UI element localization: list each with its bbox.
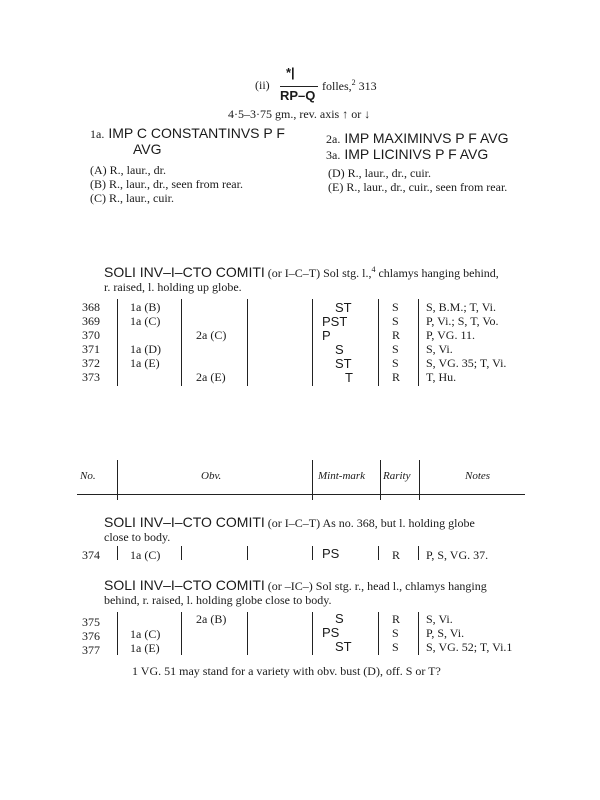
mintmark-top: *| xyxy=(286,65,295,80)
row-mint: S xyxy=(335,342,344,357)
header-mint: Mint-mark xyxy=(318,470,366,482)
footnote: 1 VG. 51 may stand for a variety with obv. bust (D), off. S or T? xyxy=(132,664,441,678)
row-obv: 1a (E) xyxy=(130,356,160,370)
row-notes: P, S, VG. 37. xyxy=(426,548,489,562)
heading-prefix: (ii) xyxy=(255,78,270,92)
row-mint: PST xyxy=(322,314,348,329)
obverse-num: 2a. xyxy=(326,132,341,146)
legend-variant: (or –IC–) xyxy=(267,579,313,593)
row-obv: 1a (C) xyxy=(130,627,161,641)
row-notes: S, Vi. xyxy=(426,612,453,626)
col-rule xyxy=(181,546,182,560)
reverse-legend: SOLI INV–I–CTO COMITI xyxy=(104,577,265,593)
legend-variant: (or I–C–T) xyxy=(267,516,321,530)
note-ref: 4 xyxy=(371,265,376,274)
row-obv: 1a (C) xyxy=(130,314,161,328)
reverse-type-3-line2: behind, r. raised, l. holding globe close to body. xyxy=(104,593,332,607)
row-notes: P, Vi.; S, T, Vo. xyxy=(426,314,499,328)
reverse-type-3 xyxy=(104,577,487,594)
denom-label: folles, xyxy=(322,79,352,93)
row-obv: 1a (C) xyxy=(130,548,161,562)
row-mint: T xyxy=(345,370,353,385)
obverse-3 xyxy=(326,146,488,164)
bust-a: (A) R., laur., dr. xyxy=(90,163,166,177)
row-notes: T, Hu. xyxy=(426,370,457,384)
row-mint: PS xyxy=(322,546,340,561)
row-no: 370 xyxy=(82,328,100,342)
col-rule xyxy=(247,612,248,655)
row-no: 377 xyxy=(82,643,100,657)
row-rarity: R xyxy=(392,612,401,626)
header-rule-bottom xyxy=(77,494,525,495)
row-no: 374 xyxy=(82,548,100,562)
bust-c: (C) R., laur., cuir. xyxy=(90,191,174,205)
type-desc-2: chlamys hanging behind, xyxy=(375,266,499,280)
col-rule xyxy=(247,546,248,560)
row-obv: 1a (E) xyxy=(130,641,160,655)
row-notes: S, Vi. xyxy=(426,342,453,356)
row-rarity: R xyxy=(392,370,401,384)
obverse-legend: IMP C CONSTANTINVS P F xyxy=(108,125,285,141)
header-notes: Notes xyxy=(465,470,491,482)
bust-e: (E) R., laur., dr., cuir., seen from rear. xyxy=(328,180,508,194)
type-desc: Sol stg. r., head l., chlamys hanging xyxy=(312,579,487,593)
denomination xyxy=(322,78,377,94)
row-no: 368 xyxy=(82,300,100,314)
col-rule xyxy=(181,299,182,386)
obverse-num: 1a. xyxy=(90,127,105,141)
bust-d: (D) R., laur., dr., cuir. xyxy=(328,166,431,180)
obverse-num: 3a. xyxy=(326,148,341,162)
col-rule xyxy=(378,612,379,655)
reverse-type-2 xyxy=(104,514,475,531)
row-mint: ST xyxy=(335,639,352,654)
type-desc: Sol stg. l., xyxy=(320,266,372,280)
col-rule xyxy=(418,612,419,655)
row-notes: P, S, Vi. xyxy=(426,626,465,640)
row-rarity: S xyxy=(392,356,399,370)
col-rule xyxy=(312,299,313,386)
bust-b: (B) R., laur., dr., seen from rear. xyxy=(90,177,243,191)
col-rule xyxy=(181,612,182,655)
row-obv: 2a (E) xyxy=(196,370,226,384)
row-mint: PS xyxy=(322,625,340,640)
row-obv: 2a (B) xyxy=(196,612,227,626)
header-rule xyxy=(117,460,118,500)
row-rarity: S xyxy=(392,314,399,328)
col-rule xyxy=(117,612,118,655)
reverse-type-1 xyxy=(104,264,499,281)
row-notes: S, VG. 35; T, Vi. xyxy=(426,356,507,370)
row-mint: P xyxy=(322,328,331,343)
col-rule xyxy=(117,299,118,386)
denom-year: 313 xyxy=(358,79,377,93)
row-obv: 2a (C) xyxy=(196,328,227,342)
row-no: 375 xyxy=(82,615,100,629)
row-notes: S, B.M.; T, Vi. xyxy=(426,300,496,314)
col-rule xyxy=(312,546,313,560)
col-rule xyxy=(117,546,118,560)
row-mint: S xyxy=(335,611,344,626)
reverse-type-1-line2: r. raised, l. holding up globe. xyxy=(104,280,242,294)
row-no: 373 xyxy=(82,370,100,384)
header-rule xyxy=(419,460,420,500)
col-rule xyxy=(418,299,419,386)
row-rarity: S xyxy=(392,300,399,314)
row-no: 372 xyxy=(82,356,100,370)
row-rarity: S xyxy=(392,640,399,654)
reverse-type-2-line2: close to body. xyxy=(104,530,171,544)
row-obv: 1a (D) xyxy=(130,342,161,356)
header-obv: Obv. xyxy=(201,470,222,482)
row-rarity: S xyxy=(392,626,399,640)
obverse-legend: IMP MAXIMINVS P F AVG xyxy=(344,130,509,146)
denom-note: 2 xyxy=(351,78,356,87)
row-mint: ST xyxy=(335,356,352,371)
row-no: 369 xyxy=(82,314,100,328)
header-rarity: Rarity xyxy=(383,470,411,482)
obverse-1-cont: AVG xyxy=(133,141,162,157)
reverse-legend: SOLI INV–I–CTO COMITI xyxy=(104,264,265,280)
col-rule xyxy=(312,612,313,655)
row-no: 371 xyxy=(82,342,100,356)
col-rule xyxy=(418,546,419,560)
section-heading xyxy=(255,78,270,93)
reverse-legend: SOLI INV–I–CTO COMITI xyxy=(104,514,265,530)
col-rule xyxy=(247,299,248,386)
legend-variant: (or I–C–T) xyxy=(267,266,321,280)
header-no: No. xyxy=(80,470,96,482)
row-obv: 1a (B) xyxy=(130,300,161,314)
obverse-1 xyxy=(90,125,285,143)
obverse-legend: IMP LICINIVS P F AVG xyxy=(344,146,489,162)
row-notes: S, VG. 52; T, Vi.1 xyxy=(426,640,513,654)
row-mint: ST xyxy=(335,300,352,315)
row-notes: P, VG. 11. xyxy=(426,328,476,342)
mintmark-line xyxy=(280,86,318,87)
weight-line: 4·5–3·75 gm., rev. axis ↑ or ↓ xyxy=(228,107,371,121)
header-rule xyxy=(380,460,381,500)
row-rarity: R xyxy=(392,548,401,562)
row-rarity: S xyxy=(392,342,399,356)
type-desc: As no. 368, but l. holding globe xyxy=(320,516,475,530)
header-rule xyxy=(312,460,313,500)
row-rarity: R xyxy=(392,328,401,342)
mintmark-bottom: RP–Q xyxy=(280,88,316,103)
row-no: 376 xyxy=(82,629,100,643)
col-rule xyxy=(378,299,379,386)
col-rule xyxy=(378,546,379,560)
